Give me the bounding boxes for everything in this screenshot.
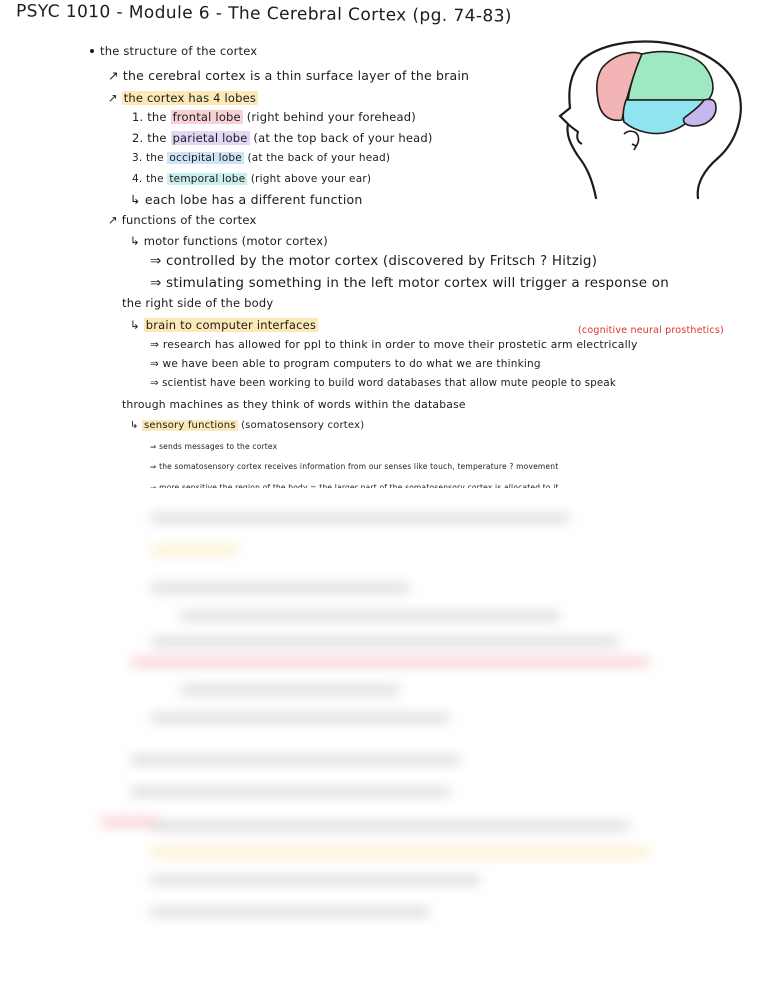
blurred-lines xyxy=(0,488,784,1006)
note-line: ↗ the cortex has 4 lobes xyxy=(108,91,257,105)
note-line: ⇒ the somatosensory cortex receives information from our senses like touch, temperature ? movement xyxy=(150,462,559,471)
ear-sketch xyxy=(624,131,639,150)
note-line: ⇒ controlled by the motor cortex (discovered by Fritsch ? Hitzig) xyxy=(150,253,598,269)
note-line: 3. the occipital lobe (at the back of your head) xyxy=(132,152,391,164)
brain-diagram-icon xyxy=(556,38,752,200)
note-line: the right side of the body xyxy=(122,296,274,310)
note-line: 4. the temporal lobe (right above your ear) xyxy=(132,173,372,185)
note-line: ⇒ research has allowed for ppl to think in order to move their prostetic arm electrically xyxy=(150,338,638,351)
note-line: ⇒ sends messages to the cortex xyxy=(150,442,278,451)
brain-lobes xyxy=(597,52,716,134)
blurred-preview xyxy=(0,488,784,1006)
note-line: ⇒ we have been able to program computers to do what we are thinking xyxy=(150,358,541,370)
note-line: ↳ brain to computer interfaces xyxy=(130,318,317,332)
page-title: PSYC 1010 - Module 6 - The Cerebral Cortex (pg. 74-83) xyxy=(15,1,513,27)
note-line: ⇒ scientist have been working to build word databases that allow mute people to speak xyxy=(150,378,616,389)
note-line: ↗ the cerebral cortex is a thin surface layer of the brain xyxy=(108,68,470,83)
note-line: ↗ functions of the cortex xyxy=(108,213,257,227)
parietal-lobe xyxy=(628,52,713,100)
bullet-dot xyxy=(90,49,94,53)
annotation-red: (cognitive neural prosthetics) xyxy=(578,325,724,336)
note-line: ↳ each lobe has a different function xyxy=(130,192,363,207)
note-line: the structure of the cortex xyxy=(100,44,258,58)
note-line: ↳ motor functions (motor cortex) xyxy=(130,234,328,248)
note-line: 2. the parietal lobe (at the top back of your head) xyxy=(132,131,433,145)
note-line: ⇒ stimulating something in the left motor cortex will trigger a response on xyxy=(150,275,669,291)
note-line: through machines as they think of words within the database xyxy=(122,398,466,411)
note-line: 1. the frontal lobe (right behind your forehead) xyxy=(132,110,416,124)
note-line: ↳ sensory functions (somatosensory cortex) xyxy=(130,420,365,431)
